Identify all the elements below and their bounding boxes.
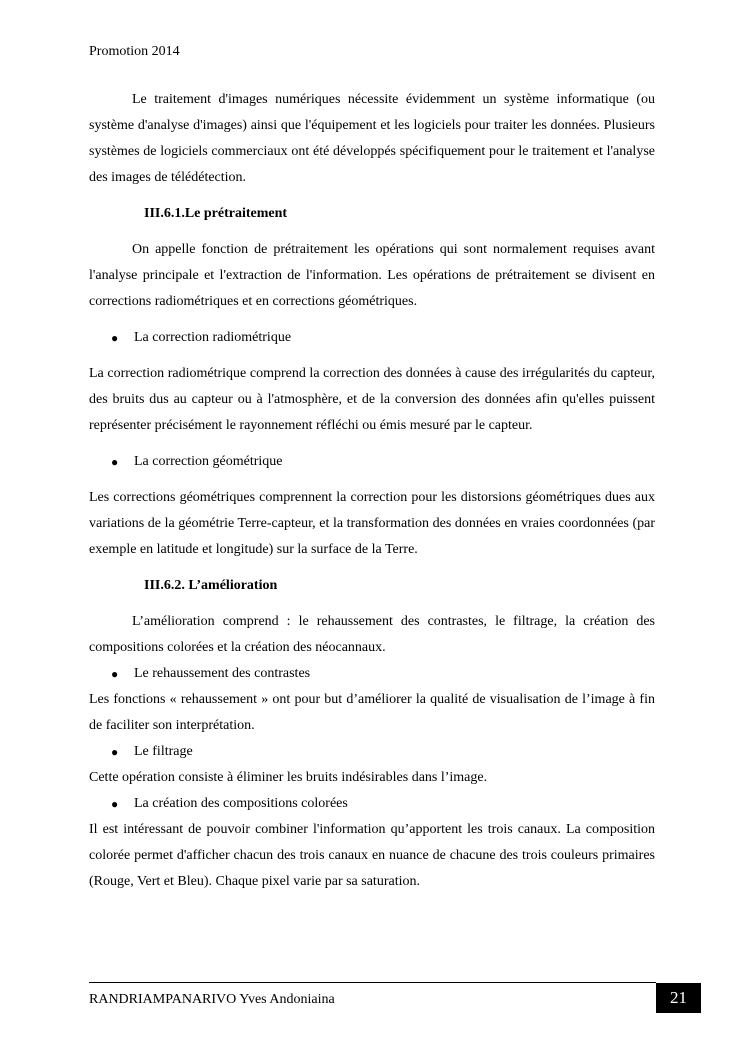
bullet-label: Le filtrage <box>134 744 193 759</box>
paragraph-intro: Le traitement d'images numériques nécessite évidemment un système informatique (ou système d'analyse d'images) ainsi que l'équipement et les logiciels pour traiter les données. Plusieurs systèmes de logiciels commerciaux ont été développés spécifiquement pour le traitement et l'analyse des images de télédétection. <box>89 92 655 185</box>
paragraph-contrast: Les fonctions « rehaussement » ont pour but d’améliorer la qualité de visualisation de l’image à fin de faciliter son interprétation. <box>89 692 655 733</box>
page-header: Promotion 2014 <box>89 44 180 59</box>
bullet-label: La correction géométrique <box>134 454 283 469</box>
bullet-icon: ● <box>111 797 119 811</box>
bullet-icon: ● <box>111 455 119 469</box>
bullet-item-filtering <box>89 739 655 765</box>
section-heading-pretraitement: III.6.1.Le prétraitement <box>144 206 288 221</box>
bullet-item-radiometric <box>89 325 655 351</box>
paragraph-filtering: Cette opération consiste à éliminer les bruits indésirables dans l’image. <box>89 770 488 785</box>
paragraph-pretraitement: On appelle fonction de prétraitement les opérations qui sont normalement requises avant l'analyse principale et l'extraction de l'information. Les opérations de prétraitement se divisent en corrections radiométriques et en corrections géométriques. <box>89 242 655 309</box>
bullet-item-contrast <box>89 661 655 687</box>
paragraph-geometric: Les corrections géométriques comprennent la correction pour les distorsions géométriques dues aux variations de la géométrie Terre-capteur, et la transformation des données en vraies coordonnées (par exemple en latitude et longitude) sur la surface de la Terre. <box>89 490 655 557</box>
paragraph-radiometric: La correction radiométrique comprend la correction des données à cause des irrégularités du capteur, des bruits dus au capteur ou à l'atmosphère, et de la conversion des données afin qu'elles puissent représenter précisément le rayonnement réfléchi ou émis mesuré par le capteur. <box>89 366 655 433</box>
footer-author: RANDRIAMPANARIVO Yves Andoniaina <box>89 992 335 1007</box>
bullet-icon: ● <box>111 745 119 759</box>
bullet-icon: ● <box>111 331 119 345</box>
bullet-icon: ● <box>111 667 119 681</box>
page-number-badge: 21 <box>656 983 701 1013</box>
bullet-label: La création des compositions colorées <box>134 796 348 811</box>
paragraph-amelioration: L’amélioration comprend : le rehaussement des contrastes, le filtrage, la création des compositions colorées et la création des néocannaux. <box>89 614 655 655</box>
footer-divider <box>89 982 656 983</box>
bullet-item-color-composites <box>89 791 655 817</box>
page-content <box>89 87 655 895</box>
section-heading-amelioration: III.6.2. L’amélioration <box>144 578 278 593</box>
bullet-label: La correction radiométrique <box>134 330 292 345</box>
paragraph-color-composites: Il est intéressant de pouvoir combiner l'information qu’apportent les trois canaux. La composition colorée permet d'afficher chacun des trois canaux en nuance de chacune des trois couleurs primaires (Rouge, Vert et Bleu). Chaque pixel varie par sa saturation. <box>89 822 655 889</box>
bullet-label: Le rehaussement des contrastes <box>134 666 311 681</box>
bullet-item-geometric <box>89 449 655 475</box>
